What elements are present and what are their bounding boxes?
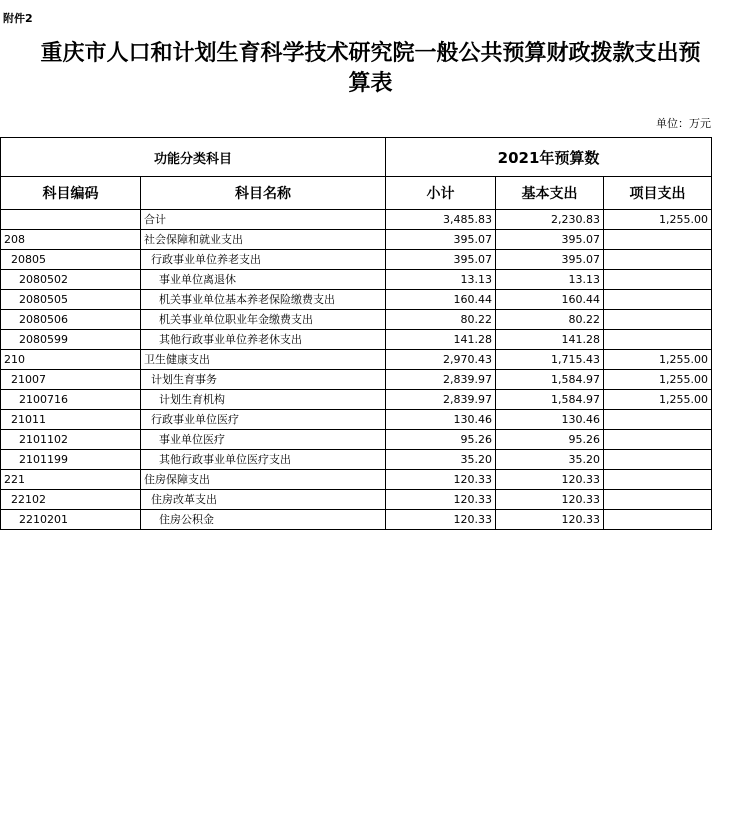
- row-name-cell: 机关事业单位职业年金缴费支出: [141, 310, 386, 330]
- table-row: [1, 330, 712, 350]
- row-subtotal-cell: 130.46: [386, 410, 496, 430]
- row-subtotal-cell: 95.26: [386, 430, 496, 450]
- table-row: [1, 230, 712, 250]
- row-basic-cell: 80.22: [496, 310, 604, 330]
- row-subtotal-cell: 2,839.97: [386, 370, 496, 390]
- row-code-cell: 2210201: [1, 510, 141, 530]
- table-row: [1, 410, 712, 430]
- table-row: [1, 430, 712, 450]
- row-name-cell: 住房保障支出: [141, 470, 386, 490]
- row-name-cell: 社会保障和就业支出: [141, 230, 386, 250]
- row-code-cell: 2101199: [1, 450, 141, 470]
- subtotal-column-header: 小计: [386, 177, 496, 210]
- row-code-cell: 21007: [1, 370, 141, 390]
- row-project-cell: [604, 450, 712, 470]
- name-column-header: 科目名称: [141, 177, 386, 210]
- row-code-cell: 2080505: [1, 290, 141, 310]
- table-row: [1, 390, 712, 410]
- row-name-cell: 事业单位离退休: [141, 270, 386, 290]
- row-project-cell: [604, 470, 712, 490]
- row-basic-cell: 35.20: [496, 450, 604, 470]
- row-project-cell: [604, 250, 712, 270]
- row-project-cell: [604, 430, 712, 450]
- row-code-cell: 2080506: [1, 310, 141, 330]
- row-code-cell: 2080502: [1, 270, 141, 290]
- table-row: [1, 450, 712, 470]
- table-row: [1, 310, 712, 330]
- row-basic-cell: 141.28: [496, 330, 604, 350]
- row-project-cell: 1,255.00: [604, 370, 712, 390]
- row-project-cell: 1,255.00: [604, 350, 712, 370]
- table-row: [1, 210, 712, 230]
- row-subtotal-cell: 395.07: [386, 230, 496, 250]
- row-project-cell: [604, 490, 712, 510]
- row-code-cell: 221: [1, 470, 141, 490]
- table-row: [1, 510, 712, 530]
- row-basic-cell: 1,584.97: [496, 390, 604, 410]
- row-project-cell: [604, 230, 712, 250]
- row-subtotal-cell: 120.33: [386, 510, 496, 530]
- row-subtotal-cell: 3,485.83: [386, 210, 496, 230]
- row-project-cell: 1,255.00: [604, 390, 712, 410]
- row-name-cell: 行政事业单位医疗: [141, 410, 386, 430]
- row-basic-cell: 13.13: [496, 270, 604, 290]
- row-subtotal-cell: 120.33: [386, 470, 496, 490]
- page-title: [0, 38, 741, 98]
- row-code-cell: 2100716: [1, 390, 141, 410]
- row-name-cell: 其他行政事业单位医疗支出: [141, 450, 386, 470]
- row-code-cell: 20805: [1, 250, 141, 270]
- row-code-cell: 21011: [1, 410, 141, 430]
- row-subtotal-cell: 141.28: [386, 330, 496, 350]
- row-project-cell: [604, 410, 712, 430]
- row-code-cell: 208: [1, 230, 141, 250]
- table-body: [1, 210, 712, 530]
- row-project-cell: [604, 270, 712, 290]
- row-name-cell: 行政事业单位养老支出: [141, 250, 386, 270]
- table-row: [1, 270, 712, 290]
- row-project-cell: [604, 330, 712, 350]
- table-row: [1, 250, 712, 270]
- row-subtotal-cell: 13.13: [386, 270, 496, 290]
- row-project-cell: [604, 510, 712, 530]
- budget-year-header: 2021年预算数: [386, 138, 712, 177]
- table-row: [1, 370, 712, 390]
- table-row: [1, 470, 712, 490]
- row-code-cell: 2080599: [1, 330, 141, 350]
- row-subtotal-cell: 395.07: [386, 250, 496, 270]
- table-row: [1, 350, 712, 370]
- basic-column-header: 基本支出: [496, 177, 604, 210]
- row-basic-cell: 2,230.83: [496, 210, 604, 230]
- row-code-cell: [1, 210, 141, 230]
- row-name-cell: 事业单位医疗: [141, 430, 386, 450]
- row-name-cell: 计划生育事务: [141, 370, 386, 390]
- row-basic-cell: 1,715.43: [496, 350, 604, 370]
- row-subtotal-cell: 120.33: [386, 490, 496, 510]
- row-name-cell: 计划生育机构: [141, 390, 386, 410]
- row-code-cell: 2101102: [1, 430, 141, 450]
- row-basic-cell: 120.33: [496, 510, 604, 530]
- function-category-header: 功能分类科目: [1, 138, 386, 177]
- row-subtotal-cell: 35.20: [386, 450, 496, 470]
- row-subtotal-cell: 160.44: [386, 290, 496, 310]
- attachment-label: 附件2: [3, 12, 33, 25]
- table-row: [1, 290, 712, 310]
- row-subtotal-cell: 80.22: [386, 310, 496, 330]
- row-name-cell: 住房公积金: [141, 510, 386, 530]
- code-column-header: 科目编码: [1, 177, 141, 210]
- row-code-cell: 22102: [1, 490, 141, 510]
- row-basic-cell: 1,584.97: [496, 370, 604, 390]
- budget-table: [0, 137, 712, 530]
- row-basic-cell: 120.33: [496, 490, 604, 510]
- row-basic-cell: 395.07: [496, 250, 604, 270]
- row-name-cell: 合计: [141, 210, 386, 230]
- row-name-cell: 机关事业单位基本养老保险缴费支出: [141, 290, 386, 310]
- row-subtotal-cell: 2,839.97: [386, 390, 496, 410]
- row-project-cell: [604, 290, 712, 310]
- row-name-cell: 卫生健康支出: [141, 350, 386, 370]
- title-line-2: 算表: [348, 70, 393, 96]
- row-project-cell: [604, 310, 712, 330]
- row-name-cell: 住房改革支出: [141, 490, 386, 510]
- row-basic-cell: 130.46: [496, 410, 604, 430]
- project-column-header: 项目支出: [604, 177, 712, 210]
- title-line-1: 重庆市人口和计划生育科学技术研究院一般公共预算财政拨款支出预: [40, 40, 701, 66]
- row-name-cell: 其他行政事业单位养老休支出: [141, 330, 386, 350]
- row-code-cell: 210: [1, 350, 141, 370]
- table-row: [1, 490, 712, 510]
- row-basic-cell: 120.33: [496, 470, 604, 490]
- row-subtotal-cell: 2,970.43: [386, 350, 496, 370]
- row-basic-cell: 395.07: [496, 230, 604, 250]
- row-basic-cell: 95.26: [496, 430, 604, 450]
- row-basic-cell: 160.44: [496, 290, 604, 310]
- unit-label: 单位：万元: [656, 117, 711, 130]
- row-project-cell: 1,255.00: [604, 210, 712, 230]
